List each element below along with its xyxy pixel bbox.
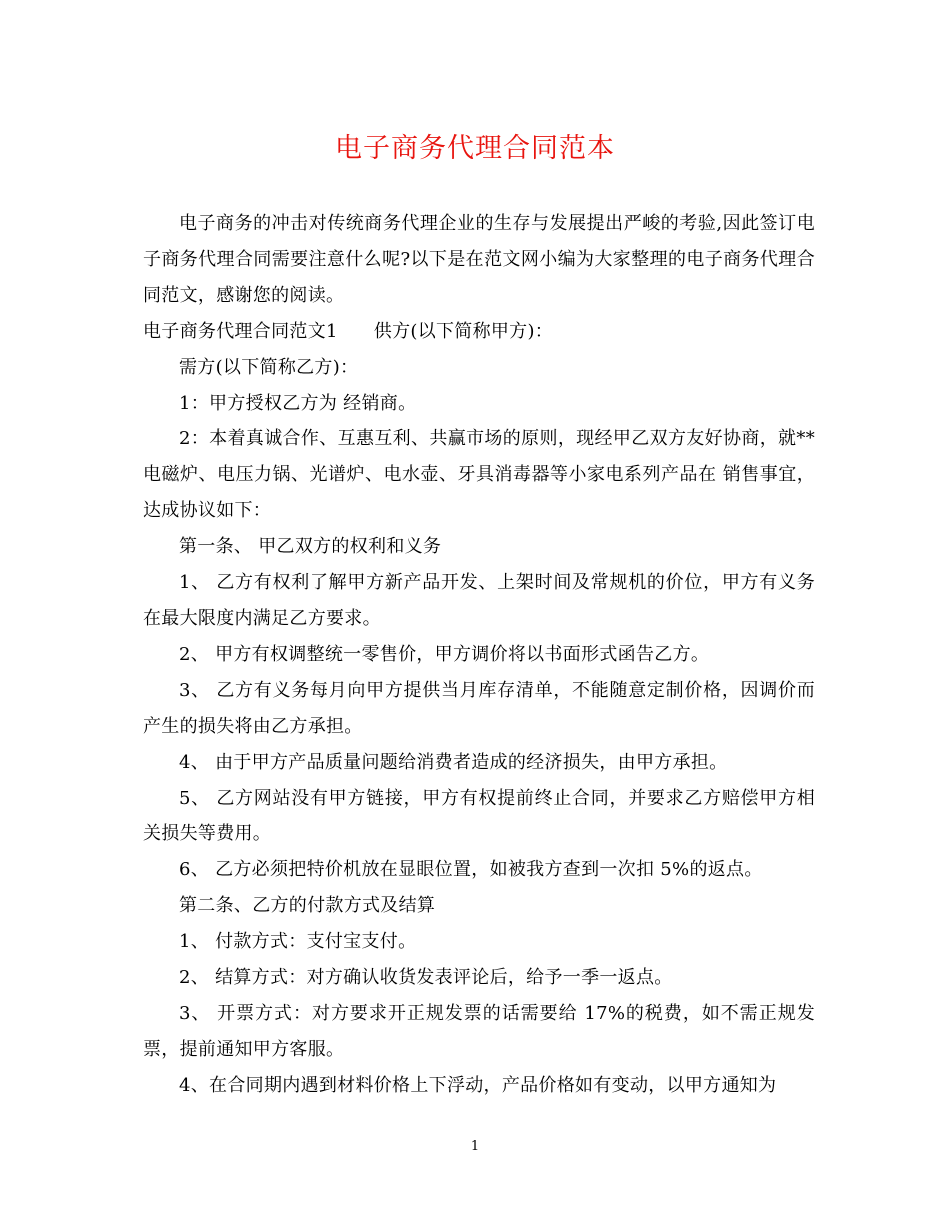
sample-heading: 电子商务代理合同范文1: [143, 320, 338, 342]
sample-heading-line: [143, 314, 815, 350]
page-number: 1: [470, 1139, 480, 1154]
article-1-item: 3、 乙方有义务每月向甲方提供当月库存清单，不能随意定制价格，因调价而产生的损失将由乙方承担。: [143, 679, 815, 737]
article-2-item: 4、在合同期内遇到材料价格上下浮动，产品价格如有变动，以甲方通知为: [179, 1074, 777, 1096]
clause-1: 1：甲方授权乙方为 经销商。: [179, 392, 417, 414]
article-1-item: 2、 甲方有权调整统一零售价，甲方调价将以书面形式函告乙方。: [179, 643, 710, 665]
article-1-item: 5、 乙方网站没有甲方链接，甲方有权提前终止合同，并要求乙方赔偿甲方相关损失等费用。: [143, 787, 815, 845]
article-2-heading: 第二条、乙方的付款方式及结算: [179, 895, 436, 917]
article-1-item: 4、 由于甲方产品质量问题给消费者造成的经济损失，由甲方承担。: [179, 751, 728, 773]
document-body: [143, 206, 815, 1104]
article-1-heading: 第一条、 甲乙双方的权利和义务: [179, 536, 442, 558]
clause-2: 2：本着真诚合作、互惠互利、共赢市场的原则，现经甲乙双方友好协商，就**电磁炉、电压力锅、光谱炉、电水壶、牙具消毒器等小家电系列产品在 销售事宜，达成协议如下：: [143, 428, 815, 522]
article-2-item: 2、 结算方式：对方确认收货发表评论后，给予一季一返点。: [179, 967, 673, 989]
demander-line: 需方(以下简称乙方)：: [179, 356, 359, 378]
supplier-line: 供方(以下简称甲方)：: [373, 320, 554, 342]
article-2-item: 1、 付款方式：支付宝支付。: [179, 931, 417, 953]
intro-paragraph: 电子商务的冲击对传统商务代理企业的生存与发展提出严峻的考验,因此签订电子商务代理合同需要注意什么呢?以下是在范文网小编为大家整理的电子商务代理合同范文，感谢您的阅读。: [143, 213, 815, 306]
document-title: 电子商务代理合同范本: [335, 133, 615, 164]
article-2-item: 3、 开票方式：对方要求开正规发票的话需要给 17%的税费，如不需正规发票，提前通知甲方客服。: [143, 1002, 815, 1060]
article-1-item: 6、 乙方必须把特价机放在显眼位置，如被我方查到一次扣 5%的返点。: [179, 859, 763, 881]
article-1-item: 1、 乙方有权利了解甲方新产品开发、上架时间及常规机的价位，甲方有义务在最大限度内满足乙方要求。: [143, 572, 815, 629]
